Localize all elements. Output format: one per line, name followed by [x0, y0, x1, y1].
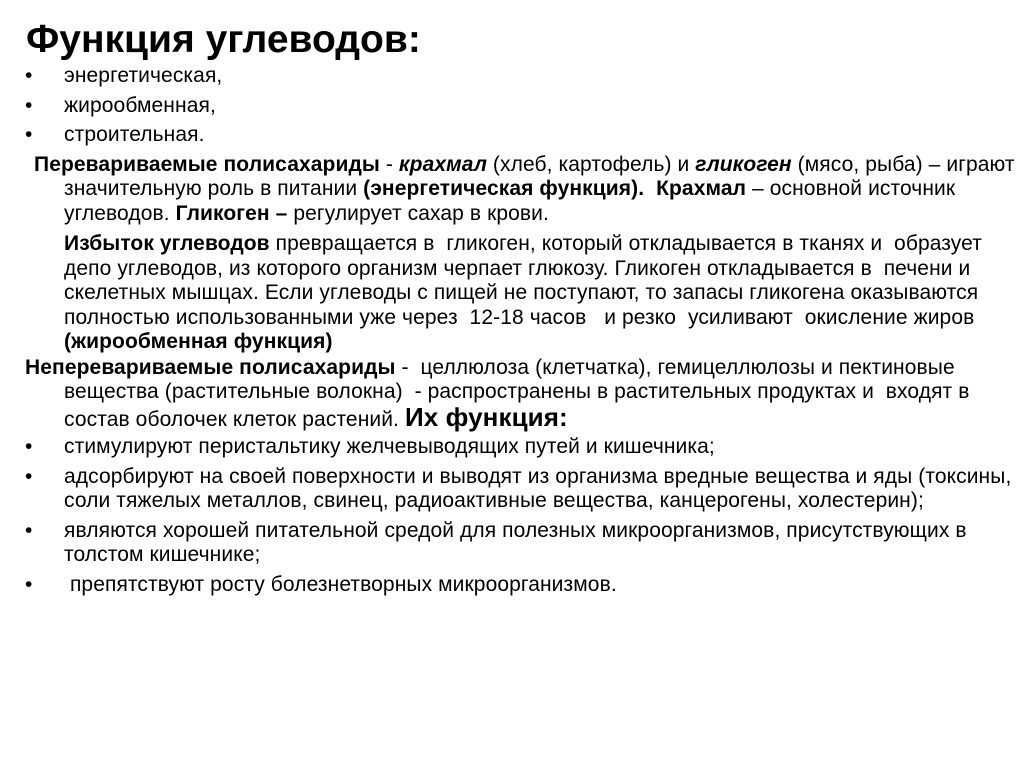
effect-item — [0, 465, 1024, 514]
indigestible-paragraph — [0, 356, 1024, 433]
function-item-text: жирообменная, — [64, 93, 216, 117]
function-list — [0, 64, 1024, 148]
energy-function-label: (энергетическая функция). — [363, 177, 645, 200]
their-function-label: Их функция: — [404, 401, 568, 432]
excess-paragraph — [0, 232, 1024, 355]
dash-text: - — [379, 152, 399, 176]
gap-text — [644, 177, 656, 200]
bullet-icon: • — [25, 572, 33, 596]
function-item-text: строительная. — [64, 123, 205, 146]
digestible-paragraph — [0, 153, 1024, 227]
function-item — [0, 64, 1024, 89]
excess-text: превращается в гликоген, который откладывается в тканях и образует депо углеводов, из которого организм черпает глюкозу. Гликоген откладывается в печени и скелетных мышцах. Если углеводы с пищей не поступают, то запасы гликогена оказываются полностью использованными уже через 12-18 часов и резко усиливают окисление жиров — [64, 232, 988, 329]
glycogen-title: Гликоген – — [175, 201, 288, 225]
bullet-icon: • — [25, 464, 33, 488]
function-item-text: энергетическая, — [64, 64, 223, 87]
bullet-icon: • — [25, 93, 33, 117]
slide-title: Функция углеводов: — [26, 18, 421, 61]
bullet-icon: • — [25, 518, 33, 542]
starch-title: Крахмал — [656, 177, 747, 200]
effect-item-text: являются хорошей питательной средой для полезных микроорганизмов, присутствующих в толстом кишечнике; — [64, 518, 967, 566]
bullet-icon: • — [25, 64, 33, 87]
effect-item-text: стимулируют перистальтику желчевыводящих путей и кишечника; — [64, 435, 715, 458]
fat-function-label: (жирообменная функция) — [64, 330, 333, 353]
glycogen-examples-text: (мясо, рыба) – играют значительную роль в питании — [64, 152, 1015, 200]
effects-list — [0, 435, 1024, 597]
function-item — [0, 123, 1024, 148]
bullet-icon: • — [25, 123, 33, 146]
effect-item-text: препятствуют росту болезнетворных микроорганизмов. — [64, 572, 617, 596]
indigestible-term: Неперевариваемые полисахариды — [25, 355, 396, 379]
bullet-icon: • — [25, 435, 33, 458]
glycogen-text: регулирует сахар в крови. — [287, 201, 549, 225]
glycogen-term: гликоген — [695, 152, 792, 176]
digestible-term: Перевариваемые полисахариды — [34, 152, 380, 176]
effect-item — [0, 435, 1024, 460]
starch-examples-text: (хлеб, картофель) и — [487, 152, 696, 176]
starch-term: крахмал — [398, 152, 487, 176]
starch-text: – основной источник углеводов. — [64, 177, 956, 225]
indigestible-text: - целлюлоза (клетчатка), гемицеллюлозы и пектиновые вещества (растительные волокна) - распространены в растительных продуктах и входят в состав оболочек клеток растений. — [64, 355, 976, 431]
effect-item — [0, 573, 1024, 598]
effect-item — [0, 519, 1024, 568]
function-item — [0, 94, 1024, 119]
effect-item-text: адсорбируют на своей поверхности и выводят из организма вредные вещества и яды (токсины, соли тяжелых металлов, свинец, радиоактивные вещества, канцерогены, холестерин); — [64, 464, 1012, 512]
slide-content — [0, 64, 1024, 602]
excess-term: Избыток углеводов — [64, 232, 270, 255]
